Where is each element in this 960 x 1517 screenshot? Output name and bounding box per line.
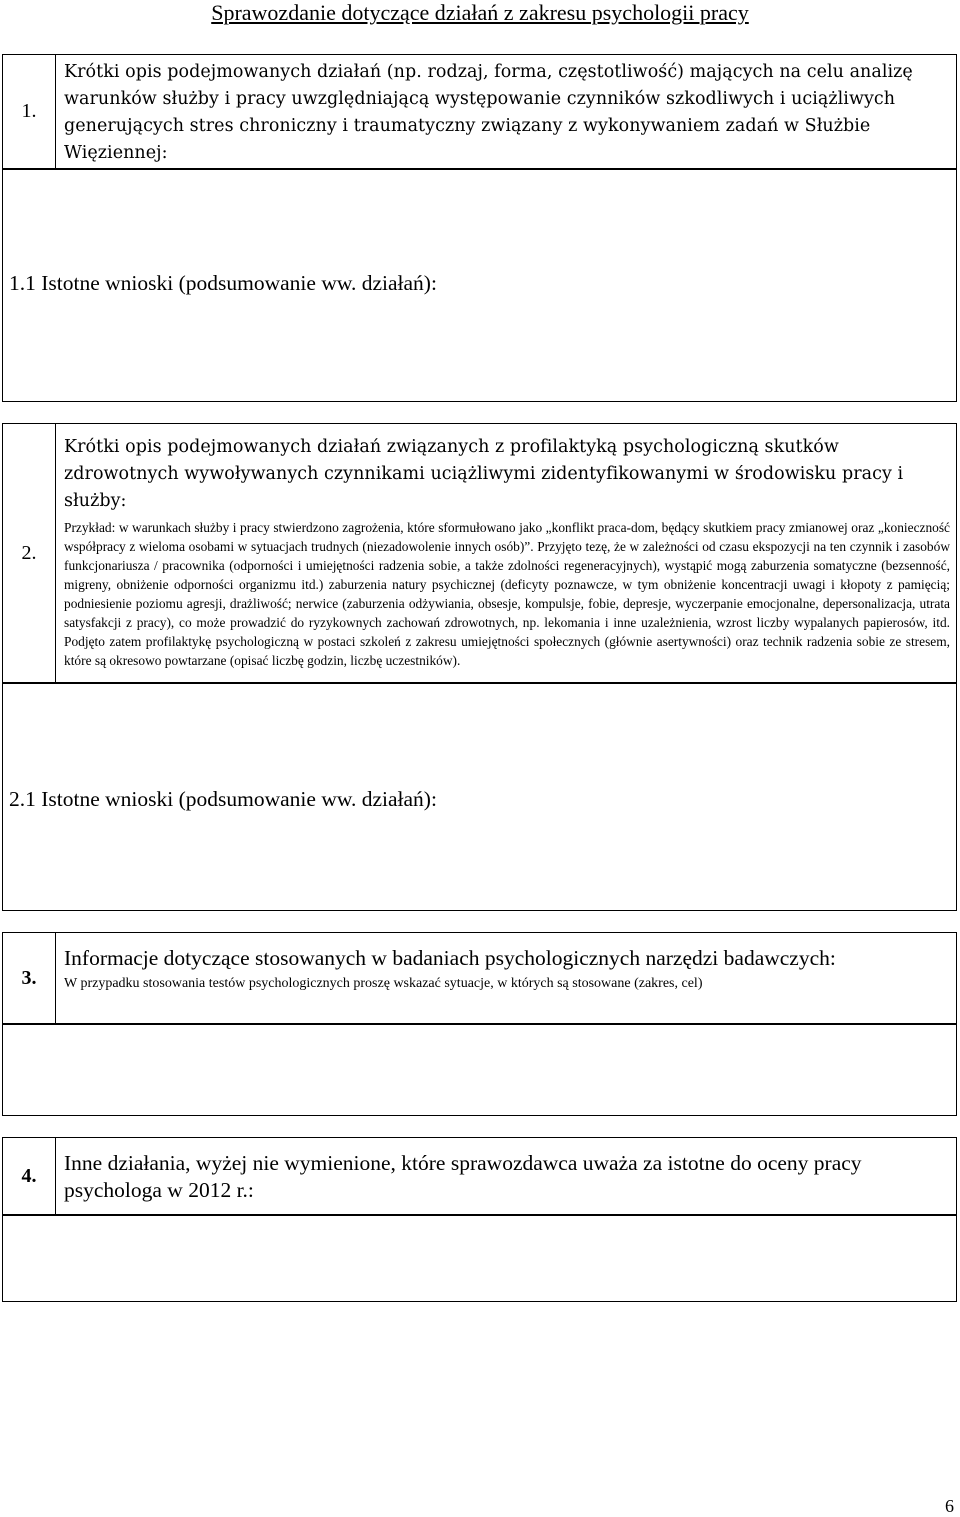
section-3 xyxy=(2,932,957,1024)
section-2-1-conclusions-label: 2.1 Istotne wnioski (podsumowanie ww. działań): xyxy=(9,787,437,811)
section-2-heading: Krótki opis podejmowanych działań związanych z profilaktyką psychologiczną skutków zdrowotnych wywoływanych czynnikami uciążliwymi zidentyfikowanymi w środowisku pracy i służby: xyxy=(64,437,904,511)
section-2-number: 2. xyxy=(3,424,56,682)
section-2-answer-area xyxy=(2,683,957,911)
page-number: 6 xyxy=(945,1496,954,1516)
section-1-heading: Krótki opis podejmowanych działań (np. rodzaj, forma, częstotliwość) mających na celu analizę warunków służby i pracy uwzględniającą występowanie czynników szkodliwych i uciążliwych generujących stres chroniczny i traumatyczny związany z wykonywaniem zadań w Służbie Więziennej: xyxy=(64,62,913,163)
section-3-answer-area xyxy=(2,1024,957,1116)
section-1-answer-area xyxy=(2,169,957,402)
section-2-example: Przykład: w warunkach służby i pracy stwierdzono zagrożenia, które sformułowano jako „konflikt praca-dom, będący skutkiem pracy zmianowej oraz „konieczność współpracy z wieloma osobami w sytuacjach trudnych (niezadowolenie innych osób)”. Przyjęto tezę, że w zależności od czasu ekspozycji na ten czynnik i zasobów funkcjonariusza / pracownika (odporności i umiejętności radzenia sobie, a także zdolności regeneracyjnych), wystąpić mogą zaburzenia somatyczne (bezsenność, migreny, obniżenie odporności organizmu itd.) zaburzenia natury psychicznej (deficyty poznawcze, w tym obniżenie koncentracji uwagi i kłopoty z pamięcią; podniesienie poziomu agresji, drażliwość; nerwice (zaburzenia odżywiania, obsesje, kompulsje, fobie, depresje, wyczerpanie emocjonalne, depersonalizacja, utrata satysfakcji z pracy), co może prowadzić do ryzykownych zachowań zdrowotnych, np. lekomania i inne uzależnienia, wzrost liczby wypalanych papierosów, itd. Podjęto zatem profilaktykę psychologiczną w postaci szkoleń z zakresu umiejętności społecznych (głównie asertywności) oraz technik radzenia sobie ze stresem, które są okresowo powtarzane (opisać liczbę godzin, liczbę uczestników). xyxy=(64,520,950,668)
section-4-number: 4. xyxy=(3,1138,56,1214)
section-1-number: 1. xyxy=(3,55,56,168)
section-1-1-conclusions-label: 1.1 Istotne wnioski (podsumowanie ww. działań): xyxy=(9,271,437,295)
section-2 xyxy=(2,423,957,683)
section-3-note: W przypadku stosowania testów psychologicznych proszę wskazać sytuacje, w których są stosowane (zakres, cel) xyxy=(64,976,703,991)
section-3-heading: Informacje dotyczące stosowanych w badaniach psychologicznych narzędzi badawczych: xyxy=(64,946,836,970)
section-4 xyxy=(2,1137,957,1215)
section-3-number: 3. xyxy=(3,933,56,1023)
section-1 xyxy=(2,54,957,169)
section-4-answer-area xyxy=(2,1215,957,1302)
page-title: Sprawozdanie dotyczące działań z zakresu psychologii pracy xyxy=(211,0,749,25)
section-4-heading: Inne działania, wyżej nie wymienione, które sprawozdawca uważa za istotne do oceny pracy psychologa w 2012 r.: xyxy=(64,1151,862,1202)
